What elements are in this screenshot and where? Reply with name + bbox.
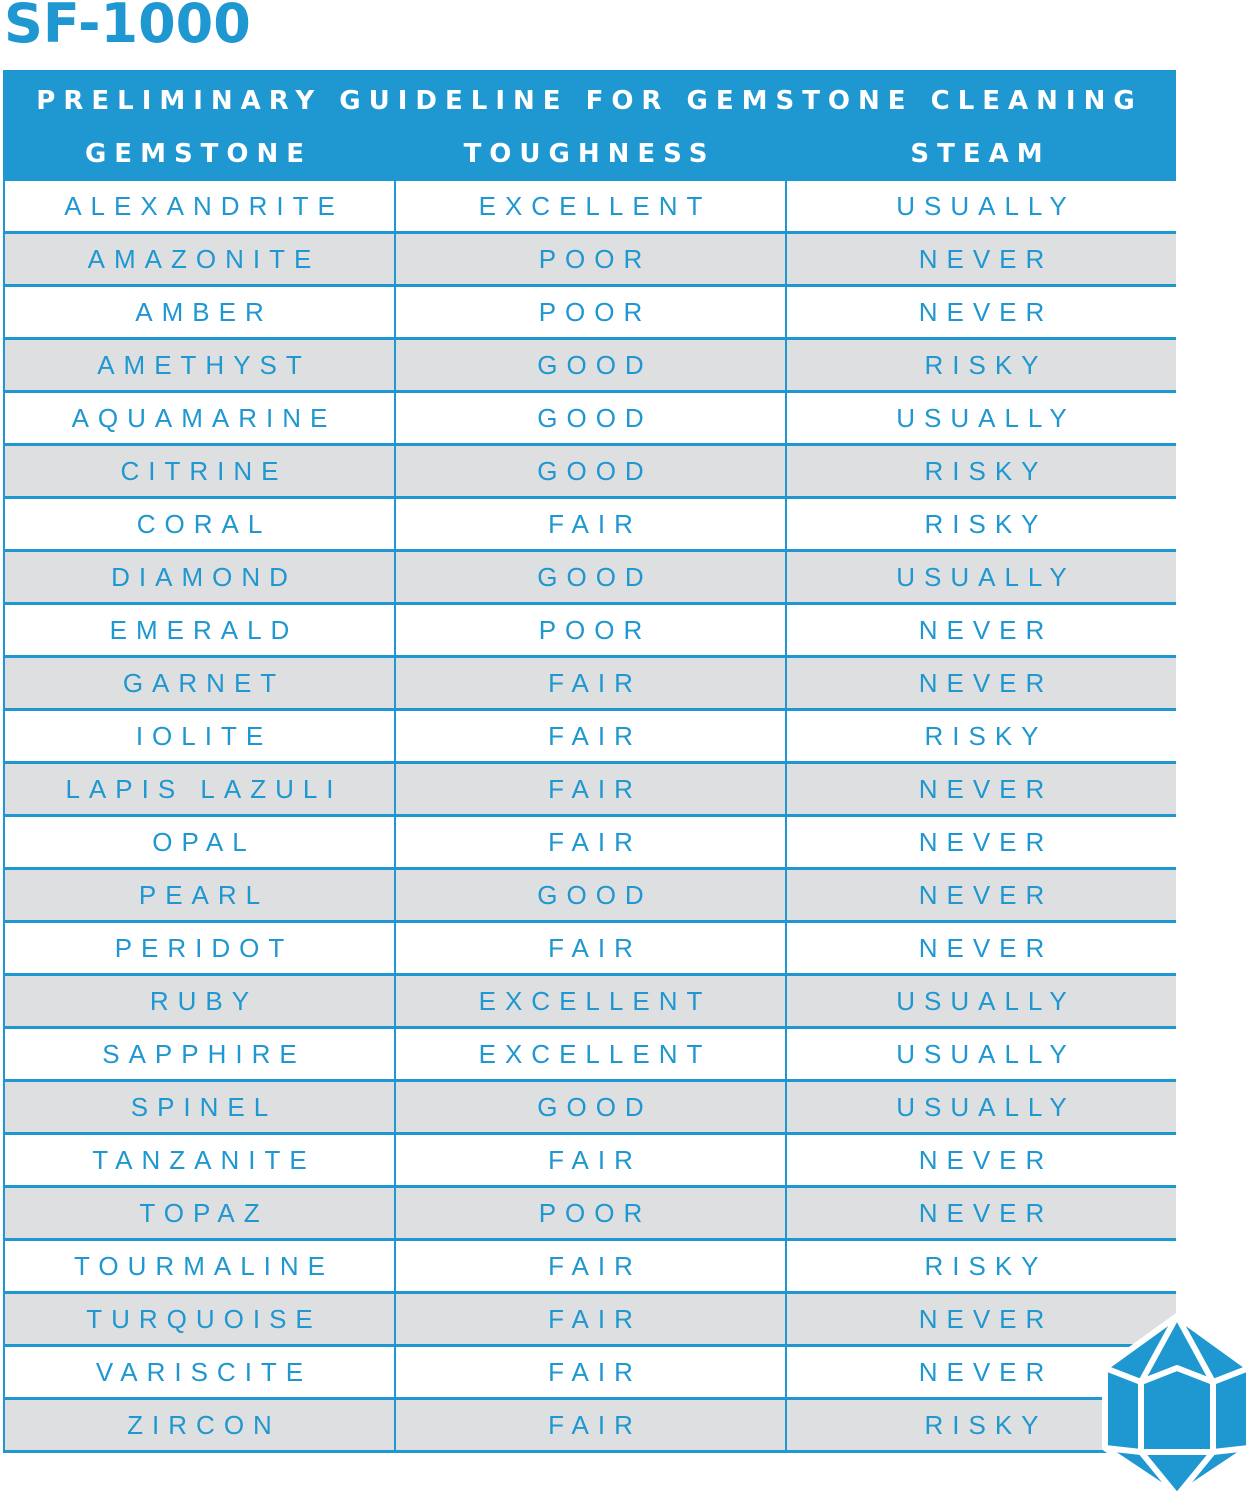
table-cell-toughness: FAIR <box>396 764 785 814</box>
table-cell-gemstone: OPAL <box>5 817 394 867</box>
table-cell-steam: USUALLY <box>787 393 1176 443</box>
table-cell-steam: RISKY <box>787 446 1176 496</box>
table-cell-gemstone: ALEXANDRITE <box>5 181 394 231</box>
table-cell-gemstone: EMERALD <box>5 605 394 655</box>
table-cell-toughness: FAIR <box>396 1294 785 1344</box>
table-cell-steam: NEVER <box>787 234 1176 284</box>
table-cell-gemstone: IOLITE <box>5 711 394 761</box>
table-cell-gemstone: PEARL <box>5 870 394 920</box>
table-cell-toughness: GOOD <box>396 393 785 443</box>
table-cell-steam: NEVER <box>787 1347 1176 1397</box>
table-cell-steam: NEVER <box>787 923 1176 973</box>
table-cell-toughness: GOOD <box>396 870 785 920</box>
table-cell-steam: NEVER <box>787 764 1176 814</box>
column-header-steam: STEAM <box>910 139 1051 169</box>
table-cell-toughness: FAIR <box>396 1400 785 1450</box>
product-title: SF-1000 <box>4 0 251 55</box>
gemstone-guideline-table <box>3 70 1176 1453</box>
table-cell-gemstone: AMBER <box>5 287 394 337</box>
table-cell-gemstone: TANZANITE <box>5 1135 394 1185</box>
table-cell-steam: USUALLY <box>787 552 1176 602</box>
table-cell-steam: RISKY <box>787 1241 1176 1291</box>
table-cell-toughness: FAIR <box>396 923 785 973</box>
table-cell-steam: NEVER <box>787 1188 1176 1238</box>
table-cell-toughness: GOOD <box>396 1082 785 1132</box>
table-cell-gemstone: AQUAMARINE <box>5 393 394 443</box>
table-cell-steam: NEVER <box>787 287 1176 337</box>
table-cell-toughness: EXCELLENT <box>396 181 785 231</box>
table-caption: PRELIMINARY GUIDELINE FOR GEMSTONE CLEANING <box>36 86 1143 116</box>
table-cell-steam: USUALLY <box>787 181 1176 231</box>
table-cell-toughness: FAIR <box>396 658 785 708</box>
table-cell-steam: USUALLY <box>787 976 1176 1026</box>
table-cell-gemstone: VARISCITE <box>5 1347 394 1397</box>
table-cell-toughness: GOOD <box>396 340 785 390</box>
table-cell-steam: USUALLY <box>787 1082 1176 1132</box>
table-cell-steam: RISKY <box>787 1400 1176 1450</box>
table-cell-toughness: FAIR <box>396 499 785 549</box>
table-cell-gemstone: DIAMOND <box>5 552 394 602</box>
table-cell-gemstone: SPINEL <box>5 1082 394 1132</box>
table-cell-gemstone: RUBY <box>5 976 394 1026</box>
table-cell-steam: RISKY <box>787 499 1176 549</box>
table-cell-steam: NEVER <box>787 1135 1176 1185</box>
table-cell-gemstone: SAPPHIRE <box>5 1029 394 1079</box>
table-cell-gemstone: PERIDOT <box>5 923 394 973</box>
gemstone-icon <box>1101 1312 1253 1500</box>
table-cell-gemstone: TOPAZ <box>5 1188 394 1238</box>
column-header-gemstone: GEMSTONE <box>84 139 313 169</box>
column-headers <box>3 138 1176 170</box>
table-cell-steam: NEVER <box>787 658 1176 708</box>
table-cell-gemstone: CITRINE <box>5 446 394 496</box>
table-cell-toughness: FAIR <box>396 1135 785 1185</box>
column-header-toughness: TOUGHNESS <box>463 139 716 169</box>
table-cell-gemstone: AMETHYST <box>5 340 394 390</box>
table-cell-gemstone: ZIRCON <box>5 1400 394 1450</box>
table-body <box>3 178 1176 1453</box>
table-cell-gemstone: AMAZONITE <box>5 234 394 284</box>
table-cell-toughness: GOOD <box>396 446 785 496</box>
table-cell-toughness: FAIR <box>396 711 785 761</box>
table-cell-toughness: FAIR <box>396 1241 785 1291</box>
table-cell-gemstone: LAPIS LAZULI <box>5 764 394 814</box>
table-cell-toughness: FAIR <box>396 1347 785 1397</box>
table-cell-steam: RISKY <box>787 711 1176 761</box>
table-cell-steam: NEVER <box>787 605 1176 655</box>
table-cell-gemstone: TURQUOISE <box>5 1294 394 1344</box>
table-cell-toughness: EXCELLENT <box>396 976 785 1026</box>
table-cell-steam: RISKY <box>787 340 1176 390</box>
table-cell-toughness: POOR <box>396 234 785 284</box>
table-cell-steam: NEVER <box>787 817 1176 867</box>
table-cell-gemstone: GARNET <box>5 658 394 708</box>
table-cell-toughness: FAIR <box>396 817 785 867</box>
table-cell-toughness: EXCELLENT <box>396 1029 785 1079</box>
table-cell-steam: NEVER <box>787 870 1176 920</box>
table-cell-gemstone: TOURMALINE <box>5 1241 394 1291</box>
table-cell-toughness: POOR <box>396 605 785 655</box>
table-cell-toughness: POOR <box>396 287 785 337</box>
table-cell-steam: NEVER <box>787 1294 1176 1344</box>
table-cell-gemstone: CORAL <box>5 499 394 549</box>
table-cell-toughness: GOOD <box>396 552 785 602</box>
table-cell-toughness: POOR <box>396 1188 785 1238</box>
table-cell-steam: USUALLY <box>787 1029 1176 1079</box>
table-header <box>3 70 1176 178</box>
